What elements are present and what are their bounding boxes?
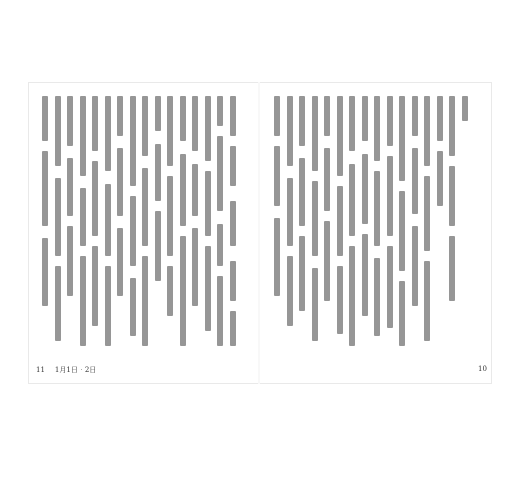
text-line (230, 261, 236, 301)
page-gutter (258, 82, 260, 384)
left-folio (36, 365, 96, 375)
text-line (130, 96, 136, 186)
text-line (324, 96, 330, 136)
text-line (55, 96, 61, 166)
text-line (142, 168, 148, 246)
text-line (67, 158, 73, 216)
text-line (230, 96, 236, 136)
text-line (55, 266, 61, 341)
text-line (274, 146, 280, 206)
text-line (192, 228, 198, 306)
text-line (412, 226, 418, 306)
text-line (299, 236, 305, 311)
text-line (180, 154, 186, 226)
text-line (217, 96, 223, 126)
text-line (324, 148, 330, 211)
text-line (349, 164, 355, 236)
text-line (287, 96, 293, 166)
text-line (180, 96, 186, 141)
text-line (462, 96, 468, 121)
text-line (424, 176, 430, 251)
text-line (337, 96, 343, 176)
text-line (55, 178, 61, 256)
text-line (105, 96, 111, 171)
text-line (142, 96, 148, 156)
text-line (142, 256, 148, 346)
text-line (180, 236, 186, 346)
left-page-number: 11 (36, 366, 45, 374)
text-line (387, 156, 393, 236)
text-line (155, 144, 161, 201)
text-line (324, 221, 330, 301)
text-line (42, 151, 48, 226)
text-line (80, 256, 86, 346)
text-line (192, 164, 198, 216)
text-line (217, 224, 223, 266)
text-line (155, 211, 161, 281)
text-line (337, 186, 343, 256)
text-line (374, 258, 380, 336)
right-page-text (272, 96, 472, 356)
text-line (117, 96, 123, 136)
text-line (42, 238, 48, 306)
text-line (105, 266, 111, 346)
text-line (424, 96, 430, 166)
text-line (42, 96, 48, 141)
text-line (105, 184, 111, 256)
text-line (274, 96, 280, 136)
text-line (130, 196, 136, 266)
text-line (67, 226, 73, 296)
text-line (192, 96, 198, 151)
text-line (230, 146, 236, 186)
right-page-number: 10 (478, 365, 487, 373)
text-line (205, 171, 211, 236)
text-line (399, 96, 405, 181)
left-running-title: 1月1日‧2日 (54, 366, 97, 374)
text-line (412, 148, 418, 214)
text-line (117, 148, 123, 216)
text-line (230, 201, 236, 246)
text-line (205, 246, 211, 331)
text-line (299, 158, 305, 226)
text-line (412, 96, 418, 136)
text-line (337, 266, 343, 334)
text-line (349, 96, 355, 151)
text-line (287, 256, 293, 326)
text-line (299, 96, 305, 146)
text-line (205, 96, 211, 161)
text-line (449, 166, 455, 226)
text-line (424, 261, 430, 341)
text-line (362, 96, 368, 141)
text-line (312, 268, 318, 341)
text-line (374, 96, 380, 161)
text-line (362, 234, 368, 316)
text-line (92, 246, 98, 326)
text-line (399, 281, 405, 346)
text-line (387, 96, 393, 146)
text-line (217, 276, 223, 346)
text-line (312, 181, 318, 256)
text-line (92, 96, 98, 151)
text-line (80, 96, 86, 176)
text-line (130, 278, 136, 336)
text-line (387, 246, 393, 328)
text-line (449, 96, 455, 156)
text-line (437, 151, 443, 206)
text-line (349, 246, 355, 346)
text-line (399, 191, 405, 271)
text-line (80, 188, 86, 246)
text-line (312, 96, 318, 171)
text-line (155, 96, 161, 131)
text-line (167, 96, 173, 166)
text-line (274, 218, 280, 296)
text-line (92, 161, 98, 236)
text-line (217, 136, 223, 211)
text-line (167, 266, 173, 316)
text-line (362, 154, 368, 224)
left-page-text (40, 96, 240, 356)
text-line (117, 228, 123, 296)
text-line (287, 178, 293, 246)
text-line (167, 176, 173, 256)
text-line (374, 171, 380, 246)
text-line (449, 236, 455, 301)
text-line (230, 311, 236, 346)
text-line (437, 96, 443, 141)
text-line (67, 96, 73, 146)
